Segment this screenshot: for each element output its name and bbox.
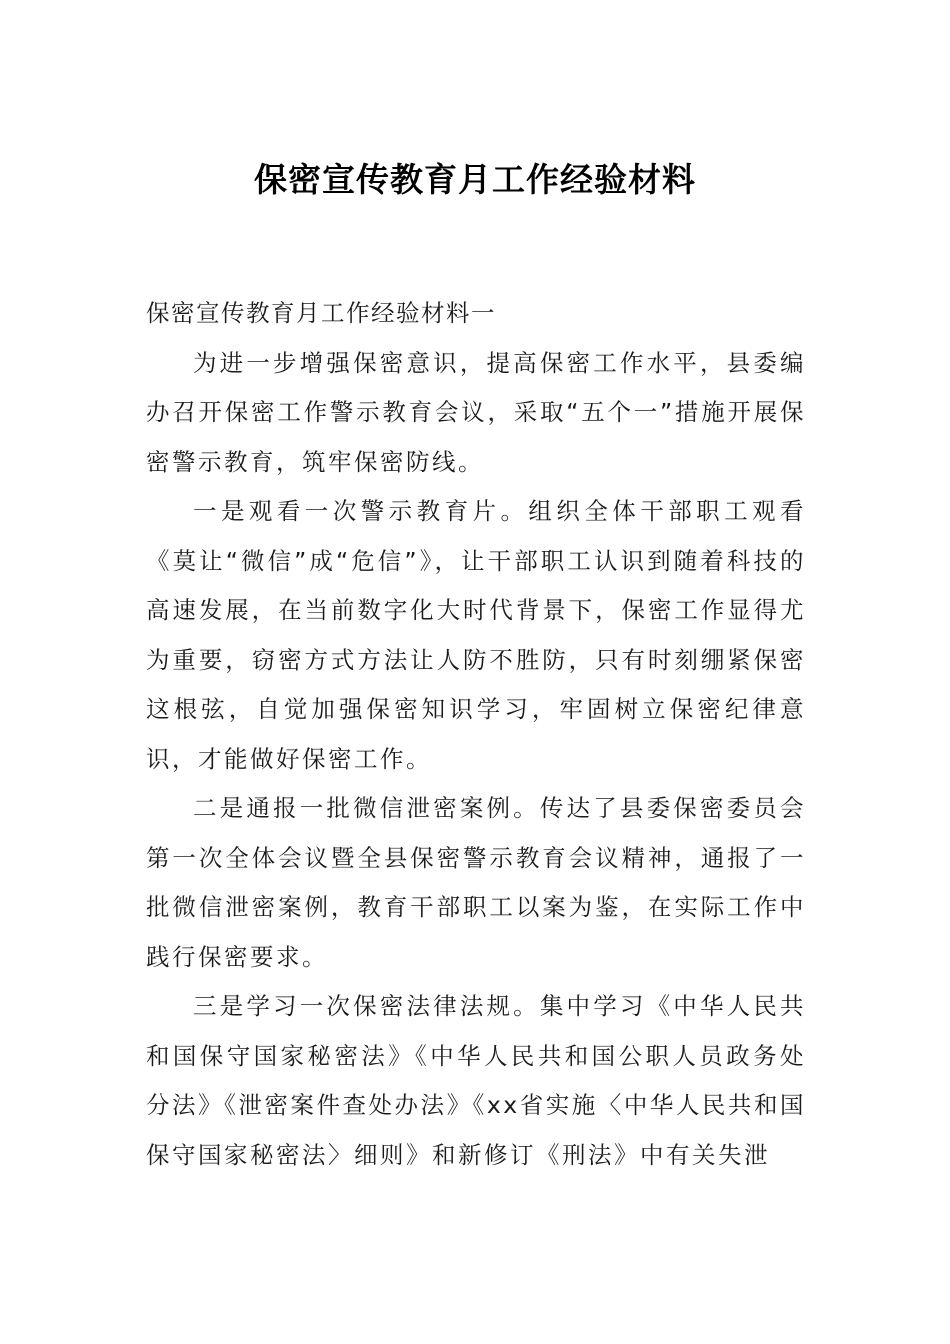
paragraph-intro: 为进一步增强保密意识，提高保密工作水平，县委编办召开保密工作警示教育会议，采取“五个一”措施开展保密警示教育，筑牢保密防线。 bbox=[146, 348, 806, 476]
document-title: 保密宣传教育月工作经验材料 bbox=[254, 160, 696, 199]
paragraph-item-2: 二是通报一批微信泄密案例。传达了县委保密委员会第一次全体会议暨全县保密警示教育会议精神，通报了一批微信泄密案例，教育干部职工以案为鉴，在实际工作中践行保密要求。 bbox=[146, 794, 806, 971]
paragraph-item-1: 一是观看一次警示教育片。组织全体干部职工观看《莫让“微信”成“危信”》，让干部职工认识到随着科技的高速发展，在当前数字化大时代背景下，保密工作显得尤为重要，窃密方式方法让人防不胜防，只有时刻绷紧保密这根弦，自觉加强保密知识学习，牢固树立保密纪律意识，才能做好保密工作。 bbox=[146, 497, 806, 773]
section-subtitle: 保密宣传教育月工作经验材料一 bbox=[146, 299, 496, 327]
paragraph-item-3: 三是学习一次保密法律法规。集中学习《中华人民共和国保守国家秘密法》《中华人民共和国公职人员政务处分法》《泄密案件查处办法》《xx省实施〈中华人民共和国保守国家秘密法〉细则》和新修订《刑法》中有关失泄 bbox=[146, 992, 806, 1169]
document-body bbox=[146, 289, 806, 1180]
